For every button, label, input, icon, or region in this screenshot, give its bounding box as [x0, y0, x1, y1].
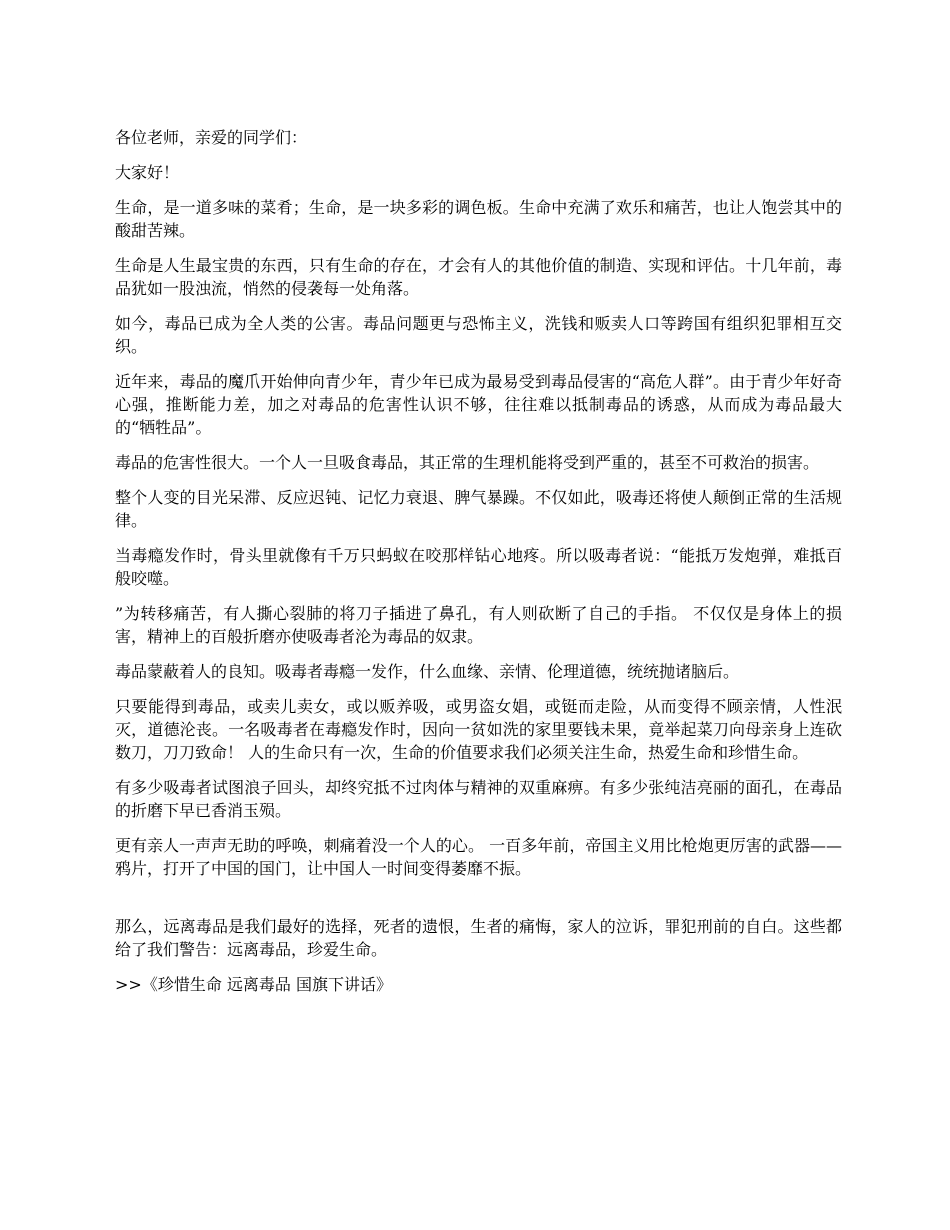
salutation: 各位老师，亲爱的同学们： [115, 128, 308, 147]
paragraph: 只要能得到毒品，或卖儿卖女，或以贩养吸，或男盗女娼，或铤而走险，从而变得不顾亲情，人性泯灭，道德沦丧。一名吸毒者在毒瘾发作时，因向一贫如洗的家里要钱未果，竟举起菜刀向母亲身上连砍数刀，刀刀致命！ 人的生命只有一次，生命的价值要求我们必须关注生命，热爱生命和珍惜生命。 [115, 697, 842, 762]
document-body [115, 126, 842, 996]
paragraph: 生命，是一道多味的菜肴；生命，是一块多彩的调色板。生命中充满了欢乐和痛苦，也让人饱尝其中的酸甜苦辣。 [115, 198, 842, 240]
closing-paragraph: 那么，远离毒品是我们最好的选择，死者的遗恨，生者的痛悔，家人的泣诉，罪犯刑前的自白。这些都给了我们警告：远离毒品，珍爱生命。 [115, 917, 842, 959]
paragraph: 有多少吸毒者试图浪子回头，却终究抵不过肉体与精神的双重麻痹。有多少张纯洁亮丽的面孔，在毒品的折磨下早已香消玉殒。 [115, 778, 842, 820]
paragraph: 整个人变的目光呆滞、反应迟钝、记忆力衰退、脾气暴躁。不仅如此，吸毒还将使人颠倒正常的生活规律。 [115, 488, 842, 530]
paragraph: ”为转移痛苦，有人撕心裂肺的将刀子插进了鼻孔，有人则砍断了自己的手指。 不仅仅是身体上的损害，精神上的百般折磨亦使吸毒者沦为毒品的奴隶。 [115, 604, 842, 646]
greeting: 大家好！ [115, 163, 180, 182]
paragraph: 生命是人生最宝贵的东西，只有生命的存在，才会有人的其他价值的制造、实现和评估。十几年前，毒品犹如一股浊流，悄然的侵袭每一处角落。 [115, 256, 842, 298]
paragraph: 近年来，毒品的魔爪开始伸向青少年，青少年已成为最易受到毒品侵害的“高危人群”。由于青少年好奇心强，推断能力差，加之对毒品的危害性认识不够，往往难以抵制毒品的诱惑，从而成为毒品最大的“牺牲品”。 [115, 372, 842, 437]
paragraph: 毒品蒙蔽着人的良知。吸毒者毒瘾一发作，什么血缘、亲情、伦理道德，统统抛诸脑后。 [115, 662, 740, 681]
paragraph: 当毒瘾发作时，骨头里就像有千万只蚂蚁在咬那样钻心地疼。所以吸毒者说：“能抵万发炮弹，难抵百般咬噬。 [115, 546, 842, 588]
paragraph: 毒品的危害性很大。一个人一旦吸食毒品，其正常的生理机能将受到严重的，甚至不可救治的损害。 [115, 453, 820, 472]
paragraph: 如今，毒品已成为全人类的公害。毒品问题更与恐怖主义，洗钱和贩卖人口等跨国有组织犯罪相互交织。 [115, 314, 842, 356]
paragraph: 更有亲人一声声无助的呼唤，刺痛着没一个人的心。 一百多年前，帝国主义用比枪炮更厉害的武器——鸦片，打开了中国的国门，让中国人一时间变得萎靡不振。 [115, 836, 842, 878]
related-article-link[interactable]: >>《珍惜生命 远离毒品 国旗下讲话》 [115, 975, 392, 994]
blank-line [115, 892, 842, 915]
